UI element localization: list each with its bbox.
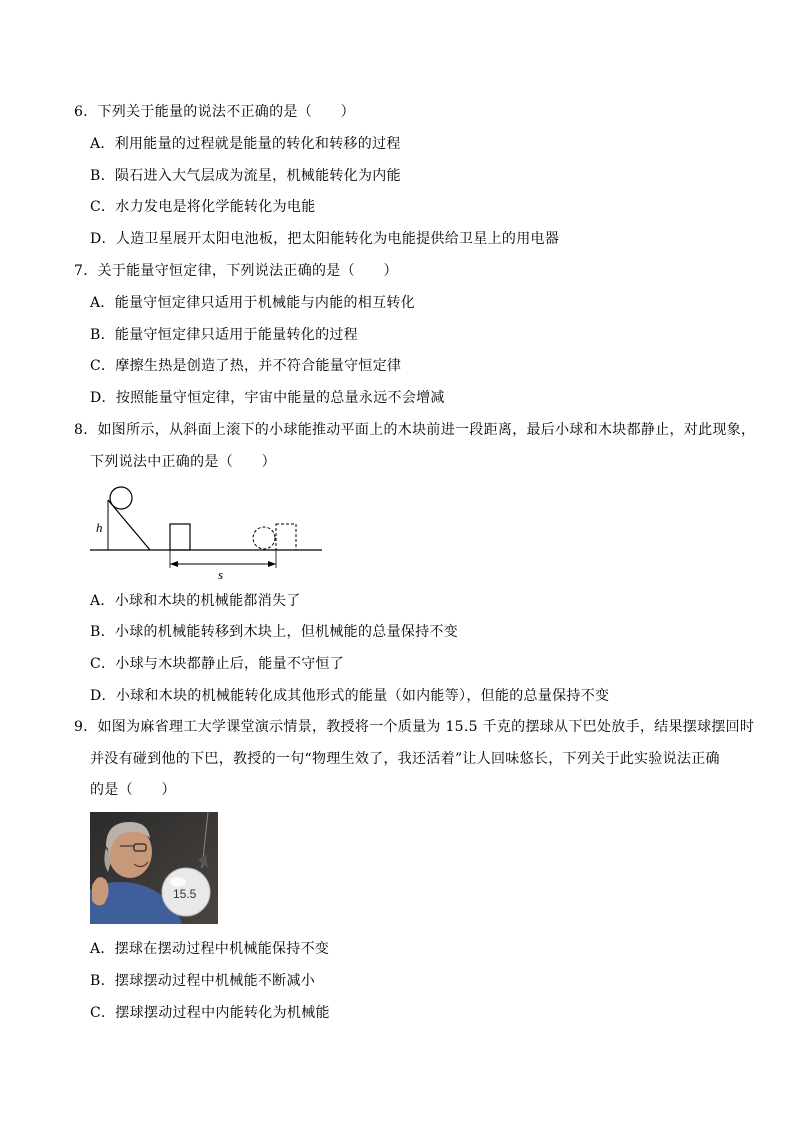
question-8-option-a: A．小球和木块的机械能都消失了	[90, 593, 301, 609]
ball-mass-label: 15.5	[173, 887, 197, 901]
question-9-option-b: B．摆球摆动过程中机械能不断减小	[90, 973, 316, 989]
professor-pendulum-photo	[90, 812, 218, 924]
question-7-stem: 7．关于能量守恒定律，下列说法正确的是（ ）	[74, 263, 398, 279]
question-6-stem: 6．下列关于能量的说法不正确的是（ ）	[74, 104, 355, 120]
question-9-option-c: C．摆球摆动过程中内能转化为机械能	[90, 1005, 330, 1021]
question-6-option-b: B．陨石进入大气层成为流星，机械能转化为内能	[90, 168, 401, 184]
final-block-dashed	[276, 524, 296, 550]
question-8-option-c: C．小球与木块都静止后，能量不守恒了	[90, 656, 345, 672]
question-6-option-c: C．水力发电是将化学能转化为电能	[90, 199, 316, 215]
question-7-option-d: D．按照能量守恒定律，宇宙中能量的总量永远不会增减	[90, 390, 445, 406]
ball-shape	[110, 487, 132, 509]
question-8-stem-line-1: 8．如图所示，从斜面上滚下的小球能推动平面上的木块前进一段距离，最后小球和木块都静止，对此现象，	[74, 422, 756, 438]
question-6-option-a: A．利用能量的过程就是能量的转化和转移的过程	[90, 136, 401, 152]
question-7-option-a: A．能量守恒定律只适用于机械能与内能的相互转化	[90, 295, 416, 311]
question-8-option-b: B．小球的机械能转移到木块上，但机械能的总量保持不变	[90, 624, 459, 640]
question-9-stem-line-1: 9．如图为麻省理工大学课堂演示情景，教授将一个质量为 15.5 千克的摆球从下巴处放手，结果摆球摆回时	[74, 719, 755, 735]
question-6-option-d: D．人造卫星展开太阳电池板，把太阳能转化为电能提供给卫星上的用电器	[90, 231, 560, 247]
question-9-option-a: A．摆球在摆动过程中机械能保持不变	[90, 941, 330, 957]
final-ball-dashed	[253, 527, 275, 549]
question-9-stem-line-2: 并没有碰到他的下巴，教授的一句“物理生效了，我还活着”让人回味悠长，下列关于此实验说法正确	[90, 751, 720, 767]
question-8-option-d: D．小球和木块的机械能转化成其他形式的能量（如内能等），但能的总量保持不变	[90, 688, 610, 704]
incline-ball-block-figure	[88, 482, 328, 582]
question-7-option-c: C．摩擦生热是创造了热，并不符合能量守恒定律	[90, 358, 402, 374]
question-9-stem-line-3: 的是（ ）	[90, 782, 176, 798]
question-7-option-b: B．能量守恒定律只适用于能量转化的过程	[90, 327, 358, 343]
question-8-stem-line-2: 下列说法中正确的是（ ）	[90, 454, 276, 470]
block-shape	[170, 524, 190, 550]
height-label: h	[96, 520, 103, 535]
distance-label: s	[218, 567, 224, 582]
